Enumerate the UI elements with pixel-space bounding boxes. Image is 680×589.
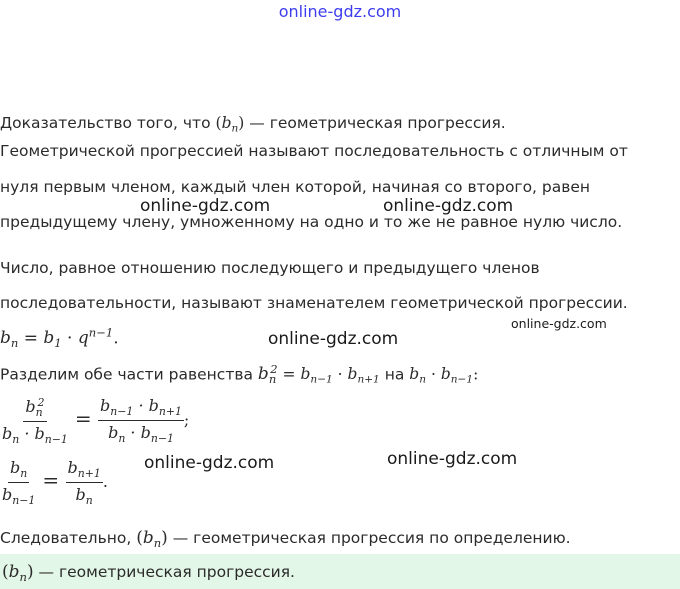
conclusion-tail: — геометрическая прогрессия по определению. <box>172 529 571 547</box>
definition-line-1: Геометрической прогрессией называют последовательность с отличным от <box>0 142 628 160</box>
conclusion-pre: Следовательно, <box>0 529 132 547</box>
divide-text: Разделим обе части равенства <box>0 365 253 384</box>
conclusion-line: Следовательно, $(b_n)$ — геометрическая прогрессия по определению. <box>0 528 571 551</box>
definition-line-3: предыдущему члену, умноженному на одно и то же не равное нулю число. <box>0 213 623 231</box>
watermark: online-gdz.com <box>383 196 514 216</box>
nth-term-formula: $b_n = b_1 \cdot q^{n-1}$. <box>0 326 119 351</box>
divide-line: Разделим обе части равенства $b_n^2 = b_{n-1} \cdot b_{n+1}$ на $b_n \cdot b_{n-1}$: <box>0 362 479 387</box>
definition-line-2: нуля первым членом, каждый член которой, начиная со второго, равен <box>0 178 591 196</box>
proof-title <box>0 114 506 135</box>
watermark: online-gdz.com <box>387 449 518 469</box>
fraction-equation-1: $\frac{b_n^2}{b_n \cdot b_{n-1}}$ = $\frac{b_{n-1} \cdot b_{n+1}}{b_n \cdot b_{n-1}}$ ; <box>2 396 190 446</box>
proof-title-text: Доказательство того, что <box>0 114 211 132</box>
watermark: online-gdz.com <box>144 453 275 473</box>
answer-text: $(b_n)$ — геометрическая прогрессия. <box>2 562 295 585</box>
watermark: online-gdz.com <box>140 196 271 216</box>
ratio-line-2: последовательности, называют знаменателем геометрической прогрессии. <box>0 294 628 312</box>
divide-mid: на <box>384 365 405 384</box>
answer-tail: — геометрическая прогрессия. <box>38 563 295 581</box>
ratio-line-1: Число, равное отношению последующего и предыдущего членов <box>0 259 540 277</box>
watermark: online-gdz.com <box>511 316 607 331</box>
sequence-bn: $(b_n)$ <box>215 114 245 135</box>
proof-title-tail: — геометрическая прогрессия. <box>249 114 506 132</box>
watermark: online-gdz.com <box>268 329 399 349</box>
site-header-link[interactable]: online-gdz.com <box>278 2 402 21</box>
fraction-equation-2: $\frac{b_n}{b_{n-1}}$ = $\frac{b_{n+1}}{b_n}$ . <box>2 458 108 507</box>
